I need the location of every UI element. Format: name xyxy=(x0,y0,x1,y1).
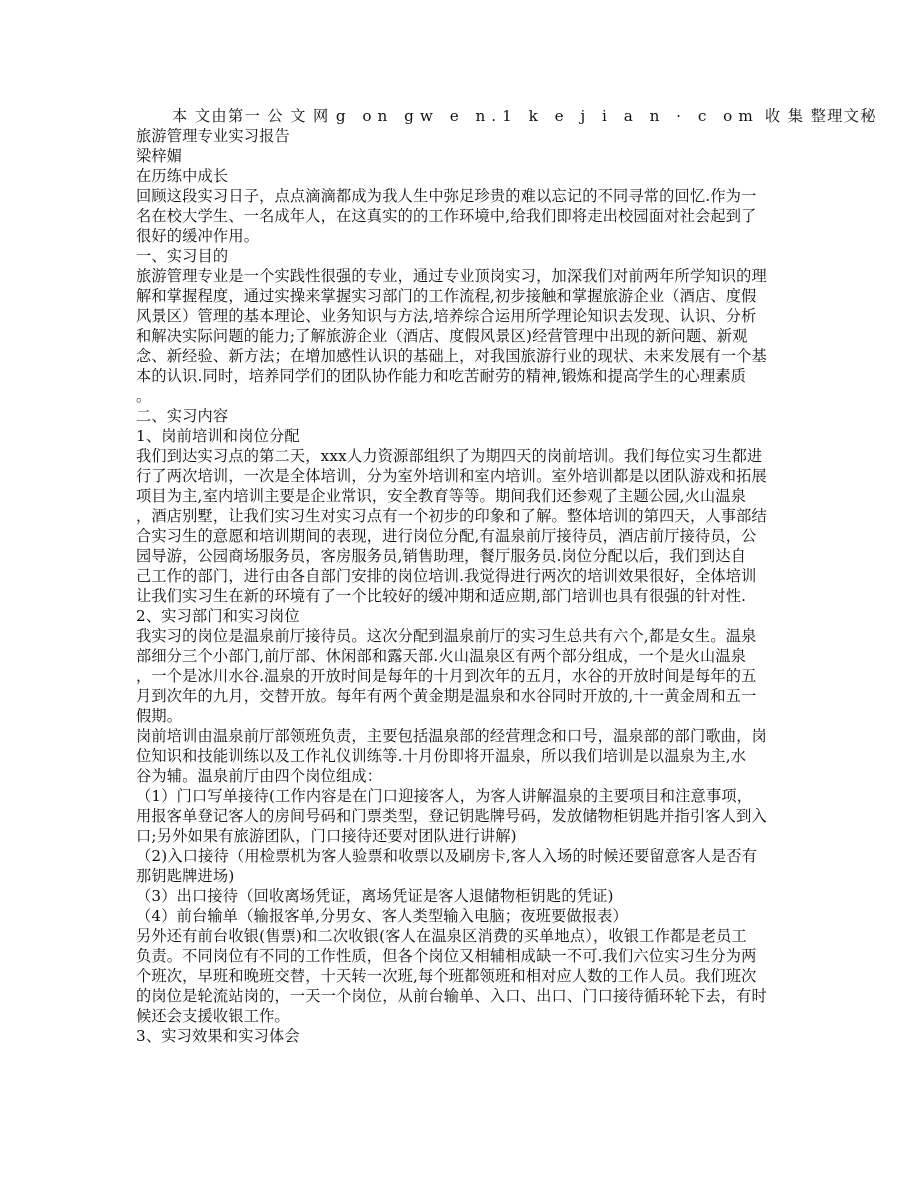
text-line: 旅游管理专业是一个实践性很强的专业，通过专业顶岗实习，加深我们对前两年所学知识的理 xyxy=(136,267,767,285)
list-item: 口;另外如果有旅游团队，门口接待还要对团队进行讲解) xyxy=(136,827,517,845)
text-line: 我实习的岗位是温泉前厅接待员。这次分配到温泉前厅的实习生总共有六个,都是女生。温泉 xyxy=(136,627,757,645)
text-line: 风景区）管理的基本理论、业务知识与方法,培养综合运用所学理论知识去发现、认识、分析 xyxy=(136,307,757,325)
list-item: 用报客单登记客人的房间号码和门票类型，登记钥匙牌号码，发放储物柜钥匙并指引客人到入 xyxy=(136,807,767,825)
text-line: 假期。 xyxy=(136,707,183,725)
document-page xyxy=(136,106,877,1046)
text-line: 个班次，早班和晚班交替，十天转一次班,每个班都领班和相对应人数的工作人员。我们班次 xyxy=(136,967,757,985)
section1-paragraph xyxy=(136,266,786,406)
text-line: 负责。不同岗位有不同的工作性质，但各个岗位又相辅相成缺一不可.我们六位实习生分为两 xyxy=(136,947,757,965)
positions-list xyxy=(136,786,786,926)
list-item: 那钥匙牌进场) xyxy=(136,867,235,885)
text-line: 另外还有前台收银(售票)和二次收银(客人在温泉区消费的买单地点），收银工作都是老员工 xyxy=(136,927,747,945)
text-line: 让我们实习生在新的环境有了一个比较好的缓冲期和适应期,部门培训也具有很强的针对性. xyxy=(136,587,747,605)
list-item: （4）前台输单（输报客单,分男女、客人类型输入电脑；夜班要做报表） xyxy=(136,907,628,925)
text-line: 。 xyxy=(136,387,152,405)
source-header xyxy=(136,106,877,126)
sub2-paragraph xyxy=(136,626,786,786)
text-line: 谷为辅。温泉前厅由四个岗位组成： xyxy=(136,767,383,785)
text-line: 园导游，公园商场服务员，客房服务员,销售助理，餐厅服务员.岗位分配以后，我们到达自 xyxy=(136,547,747,565)
list-item: （3）出口接待（回收离场凭证，离场凭证是客人退储物柜钥匙的凭证) xyxy=(136,887,614,905)
text-line: 本的认识.同时，培养同学们的团队协作能力和吃苦耐劳的精神,锻炼和提高学生的心理素质 xyxy=(136,367,747,385)
document-subtitle: 在历练中成长 xyxy=(136,167,229,185)
text-line: 名在校大学生、一名成年人，在这真实的的工作环境中,给我们即将走出校园面对社会起到了 xyxy=(136,207,757,225)
subsection-heading: 2、实习部门和实习岗位 xyxy=(136,607,300,625)
text-line: 解和掌握程度，通过实操来掌握实习部门的工作流程,初步接触和掌握旅游企业（酒店、度假 xyxy=(136,287,757,305)
text-line: 合实习生的意愿和培训期间的表现，进行岗位分配,有温泉前厅接待员，酒店前厅接待员，公 xyxy=(136,527,757,545)
text-line: 己工作的部门，进行由各自部门安排的岗位培训.我觉得进行两次的培训效果很好，全体培训 xyxy=(136,567,757,585)
section-heading: 一、实习目的 xyxy=(136,247,229,265)
source-prefix: 本 文由第一 公 文 网 xyxy=(172,107,330,125)
text-line: 位知识和技能训练以及工作礼仪训练等.十月份即将开温泉，所以我们培训是以温泉为主,水 xyxy=(136,747,747,765)
subsection-heading: 1、岗前培训和岗位分配 xyxy=(136,427,300,445)
list-item: （1）门口写单接待(工作内容是在门口迎接客人，为客人讲解温泉的主要项目和注意事项， xyxy=(136,787,753,805)
text-line: 部细分三个小部门,前厅部、休闲部和露天部.火山温泉区有两个部分组成，一个是火山温泉 xyxy=(136,647,747,665)
document-author: 梁梓媚 xyxy=(136,147,183,165)
intro-paragraph xyxy=(136,186,786,246)
text-line: 我们到达实习点的第二天，xxx人力资源部组织了为期四天的岗前培训。我们每位实习生都进 xyxy=(136,447,763,465)
text-line: 和解决实际问题的能力;了解旅游企业（酒店、度假风景区)经营管理中出现的新问题、新观 xyxy=(136,327,748,345)
source-suffix: 收 集 整理文秘 xyxy=(764,107,877,125)
text-line: 候还会支援收银工作。 xyxy=(136,1007,290,1025)
text-line: ，酒店别墅，让我们实习生对实习点有一个初步的印象和了解。整体培训的第四天，人事部结 xyxy=(136,507,767,525)
text-line: 月到次年的九月，交替开放。每年有两个黄金期是温泉和水谷同时开放的,十一黄金周和五一 xyxy=(136,687,757,705)
subsection-heading: 3、实习效果和实习体会 xyxy=(136,1027,300,1045)
document-title: 旅游管理专业实习报告 xyxy=(136,127,290,145)
text-line: 岗前培训由温泉前厅部领班负责，主要包括温泉部的经营理念和口号，温泉部的部门歌曲，岗 xyxy=(136,727,767,745)
text-line: 念、新经验、新方法；在增加感性认识的基础上，对我国旅游行业的现状、未来发展有一个基 xyxy=(136,347,767,365)
section-heading: 二、实习内容 xyxy=(136,407,229,425)
text-line: 项目为主,室内培训主要是企业常识，安全教育等等。期间我们还参观了主题公园,火山温泉 xyxy=(136,487,747,505)
text-line: ，一个是冰川水谷.温泉的开放时间是每年的十月到次年的五月，水谷的开放时间是每年的五 xyxy=(136,667,757,685)
closing-paragraph xyxy=(136,926,786,1026)
sub1-paragraph xyxy=(136,446,786,606)
text-line: 回顾这段实习日子，点点滴滴都成为我人生中弥足珍贵的难以忘记的不同寻常的回忆.作为一 xyxy=(136,187,757,205)
list-item: （2)入口接待（用检票机为客人验票和收票以及刷房卡,客人入场的时候还要留意客人是否有 xyxy=(136,847,758,865)
source-site: g on gw e n.1 k e j i a n · c om xyxy=(335,107,759,125)
text-line: 的岗位是轮流站岗的，一天一个岗位，从前台输单、入口、出口、门口接待循环轮下去，有时 xyxy=(136,987,767,1005)
text-line: 行了两次培训，一次是全体培训，分为室外培训和室内培训。室外培训都是以团队游戏和拓展 xyxy=(136,467,767,485)
text-line: 很好的缓冲作用。 xyxy=(136,227,260,245)
